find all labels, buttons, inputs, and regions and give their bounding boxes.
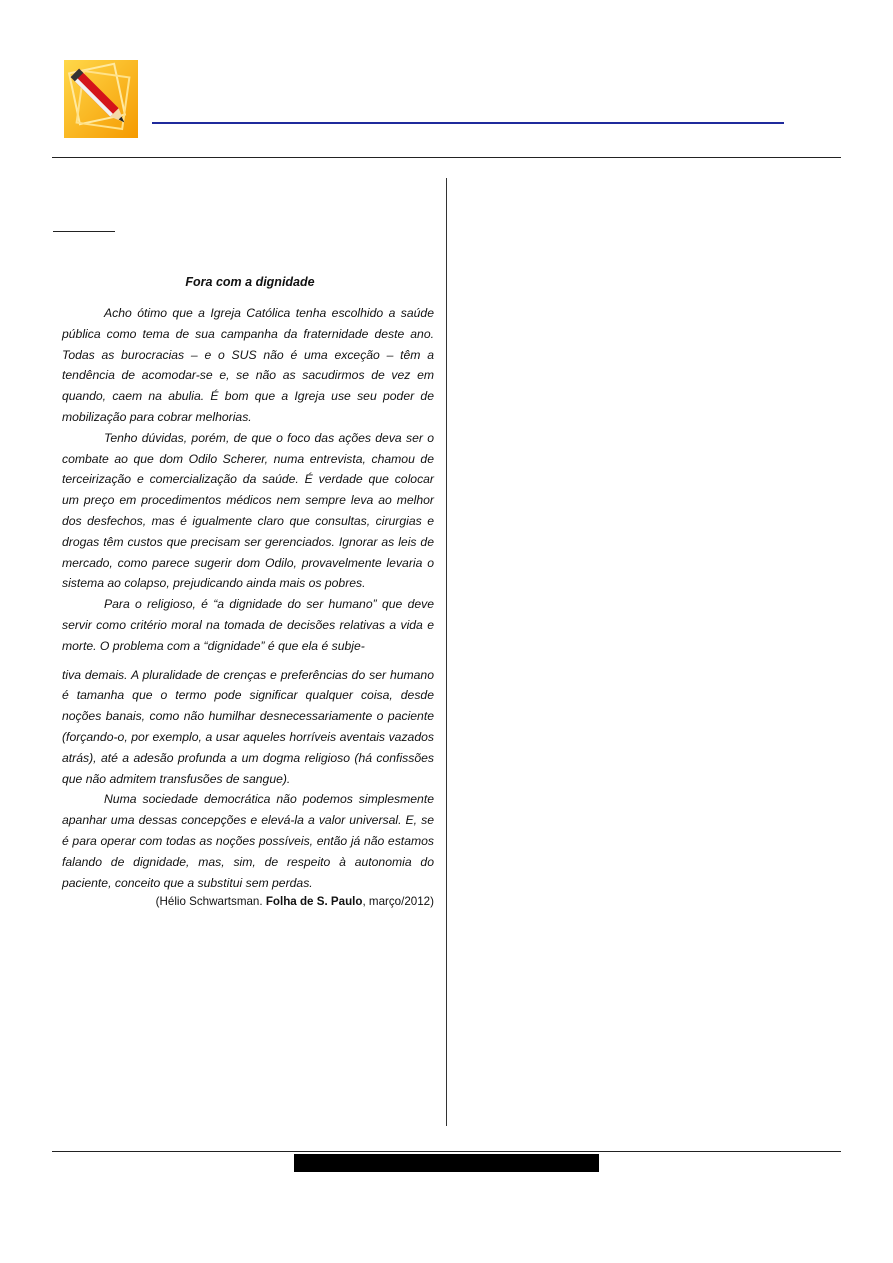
column-divider: [446, 178, 447, 1126]
article-paragraph-2: Tenho dúvidas, porém, de que o foco das ações deva ser o combate ao que dom Odilo Scherer, numa entrevista, chamou de terceirização e comercialização da saúde. É verdade que colocar um preço em procedimentos médicos nem sempre leva ao melhor dos desfechos, mas é igualmente claro que consultas, cirurgias e drogas têm custos que precisam ser gerenciados. Ignorar as leis de mercado, como parece sugerir dom Odilo, provavelmente levaria o sistema ao colapso, prejudicando ainda mais os pobres.: [62, 430, 434, 591]
source-date: , março/2012): [362, 895, 434, 909]
article: [62, 275, 434, 911]
blank-answer-line: [53, 231, 115, 232]
source-publication: Folha de S. Paulo: [265, 895, 363, 909]
article-paragraph-4: Numa sociedade democrática não podemos simplesmente apanhar uma dessas concepções e elevá-la a valor universal. E, se é para operar com todas as noções possíveis, então já não estamos falando de dignidade, mas, sim, de respeito à autonomia do paciente, conceito que a substitui sem perdas.: [62, 792, 434, 890]
header-underline: [152, 122, 784, 124]
article-paragraph-3: Para o religioso, é “a dignidade do ser humano” que deve servir como critério moral na tomada de decisões relativas a vida e morte. O problema com a “dignidade” é que ela é subje-: [62, 597, 434, 653]
footer-bar: [294, 1154, 599, 1172]
article-paragraph-3-continued: tiva demais. A pluralidade de crenças e preferências do ser humano é tamanha que o termo pode significar qualquer coisa, desde noções banais, como não humilhar desnecessariamente o paciente (forçando-o, por exemplo, a usar aqueles horríveis aventais vazados atrás), até a adesão profunda a um dogma religioso (há confissões que não admitem transfusões de sangue).: [62, 667, 434, 786]
pencil-logo-icon: [64, 60, 138, 138]
article-source: [62, 893, 434, 911]
top-divider: [52, 157, 841, 158]
article-title: Fora com a dignidade: [185, 275, 315, 289]
bottom-divider: [52, 1151, 841, 1152]
source-author: (Hélio Schwartsman.: [155, 895, 266, 909]
article-paragraph-1: Acho ótimo que a Igreja Católica tenha escolhido a saúde pública como tema de sua campanha da fraternidade deste ano. Todas as burocracias – e o SUS não é uma exceção – têm a tendência de acomodar-se e, se não as sacudirmos de vez em quando, caem na abulia. É bom que a Igreja use seu poder de mobilização para cobrar melhorias.: [62, 306, 434, 424]
